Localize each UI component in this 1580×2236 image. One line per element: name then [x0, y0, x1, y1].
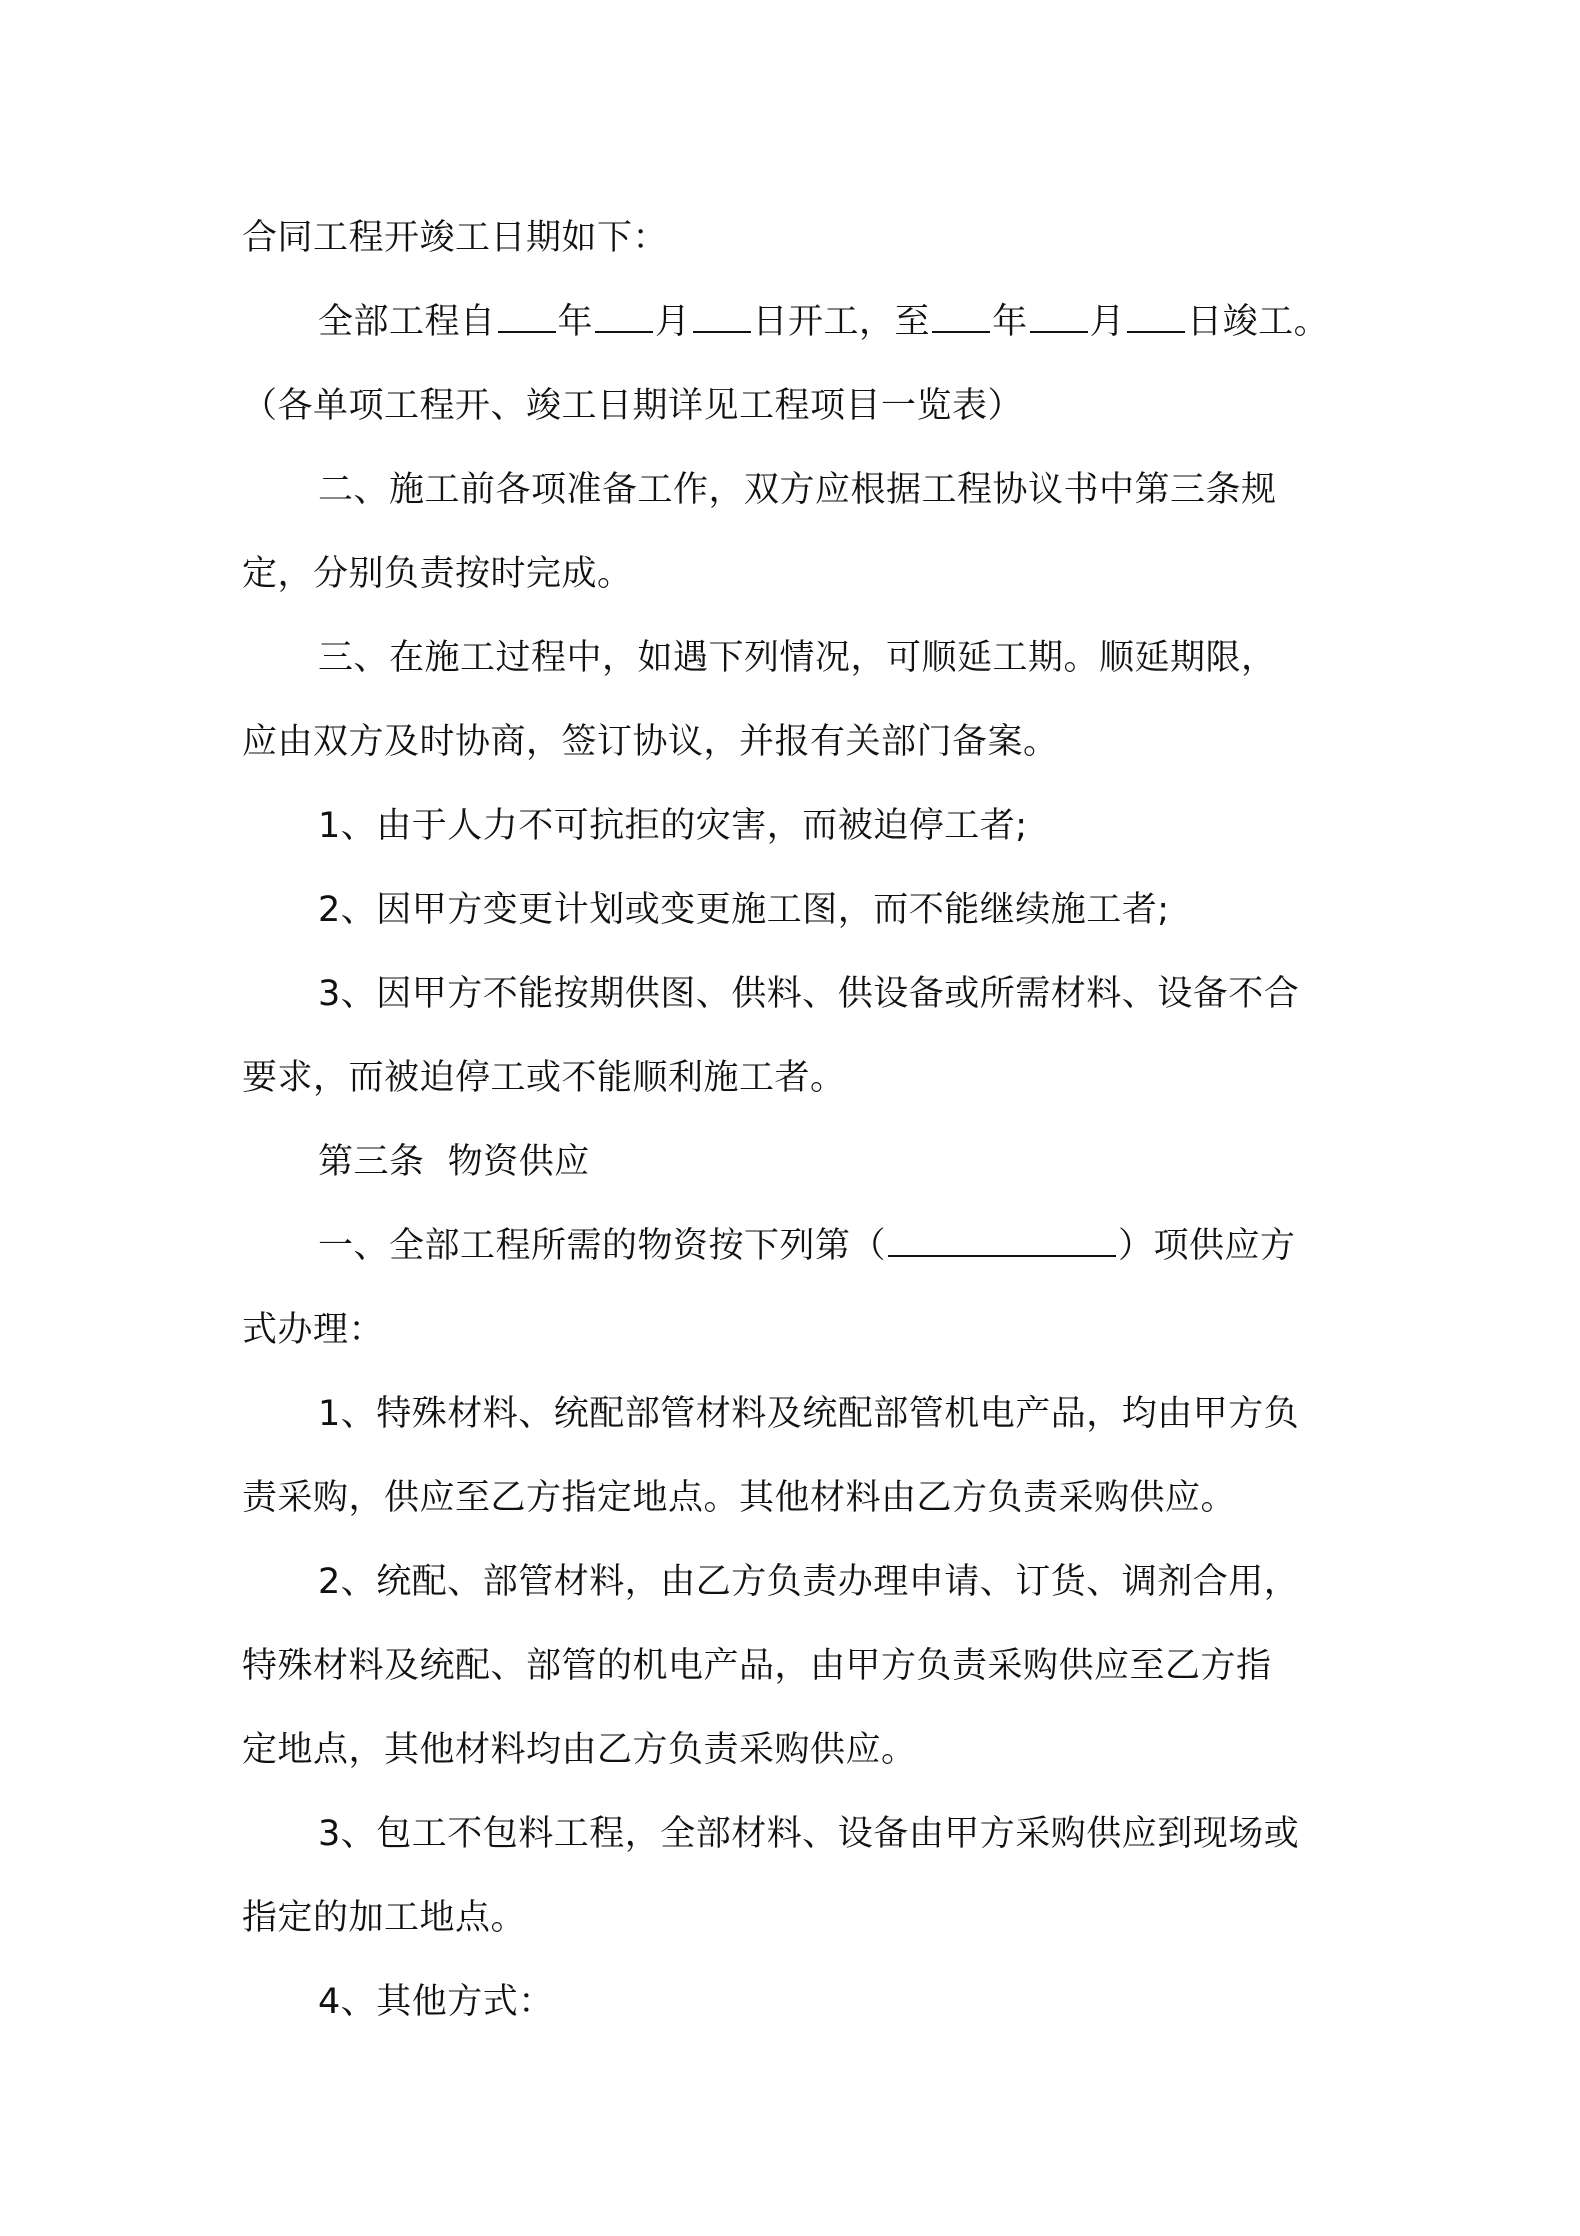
supply-option-3-line-2: 指定的加工地点。 [242, 1898, 527, 1938]
delay-reason-3-line-2: 要求，而被迫停工或不能顺利施工者。 [242, 1058, 846, 1098]
item-2-line-1: 二、施工前各项准备工作，双方应根据工程协议书中第三条规 [318, 470, 1277, 510]
supply-option-2-line-2: 特殊材料及统配、部管的机电产品，由甲方负责采购供应至乙方指 [242, 1646, 1272, 1686]
end-day-blank[interactable] [1127, 287, 1185, 333]
document-body [242, 196, 1350, 2044]
start-day-blank[interactable] [693, 287, 751, 333]
supply-option-blank[interactable] [888, 1211, 1116, 1257]
start-year-blank[interactable] [498, 287, 556, 333]
supply-option-3-line-1: 3、包工不包料工程，全部材料、设备由甲方采购供应到现场或 [318, 1814, 1300, 1854]
delay-reason-2: 2、因甲方变更计划或变更施工图，而不能继续施工者; [318, 890, 1170, 930]
item-3-line-1: 三、在施工过程中，如遇下列情况，可顺延工期。顺延期限， [318, 638, 1277, 678]
supply-intro-line-2: 式办理： [242, 1310, 385, 1350]
schedule-text-4: 日开工，至 [752, 302, 931, 342]
supply-option-2-line-1: 2、统配、部管材料，由乙方负责办理申请、订货、调剂合用， [318, 1562, 1300, 1602]
schedule-note: （各单项工程开、竣工日期详见工程项目一览表） [242, 386, 1024, 426]
supply-option-2-line-3: 定地点，其他材料均由乙方负责采购供应。 [242, 1730, 917, 1770]
schedule-text-1: 全部工程自 [318, 302, 496, 342]
item-2-line-2: 定，分别负责按时完成。 [242, 554, 633, 594]
end-month-blank[interactable] [1030, 287, 1088, 333]
schedule-text-6: 月 [1089, 302, 1126, 342]
item-3-line-2: 应由双方及时协商，签订协议，并报有关部门备案。 [242, 722, 1059, 762]
article-3-heading: 第三条 物资供应 [318, 1142, 590, 1182]
supply-intro-text-b: ）项供应方 [1118, 1226, 1296, 1266]
delay-reason-3-line-1: 3、因甲方不能按期供图、供料、供设备或所需材料、设备不合 [318, 974, 1300, 1014]
schedule-intro: 合同工程开竣工日期如下： [242, 218, 669, 258]
schedule-text-5: 年 [992, 302, 1028, 342]
schedule-text-2: 年 [557, 302, 594, 342]
supply-option-4: 4、其他方式： [318, 1982, 554, 2022]
supply-option-1-line-2: 责采购，供应至乙方指定地点。其他材料由乙方负责采购供应。 [242, 1478, 1237, 1518]
schedule-line [242, 280, 1350, 364]
supply-intro-text-a: 一、全部工程所需的物资按下列第（ [318, 1226, 887, 1266]
schedule-text-3: 月 [655, 302, 691, 342]
supply-option-1-line-1: 1、特殊材料、统配部管材料及统配部管机电产品，均由甲方负 [318, 1394, 1300, 1434]
supply-intro-line-1 [242, 1204, 1350, 1288]
schedule-text-7: 日竣工。 [1187, 302, 1330, 342]
delay-reason-1: 1、由于人力不可抗拒的灾害，而被迫停工者; [318, 806, 1028, 846]
start-month-blank[interactable] [595, 287, 653, 333]
end-year-blank[interactable] [932, 287, 990, 333]
